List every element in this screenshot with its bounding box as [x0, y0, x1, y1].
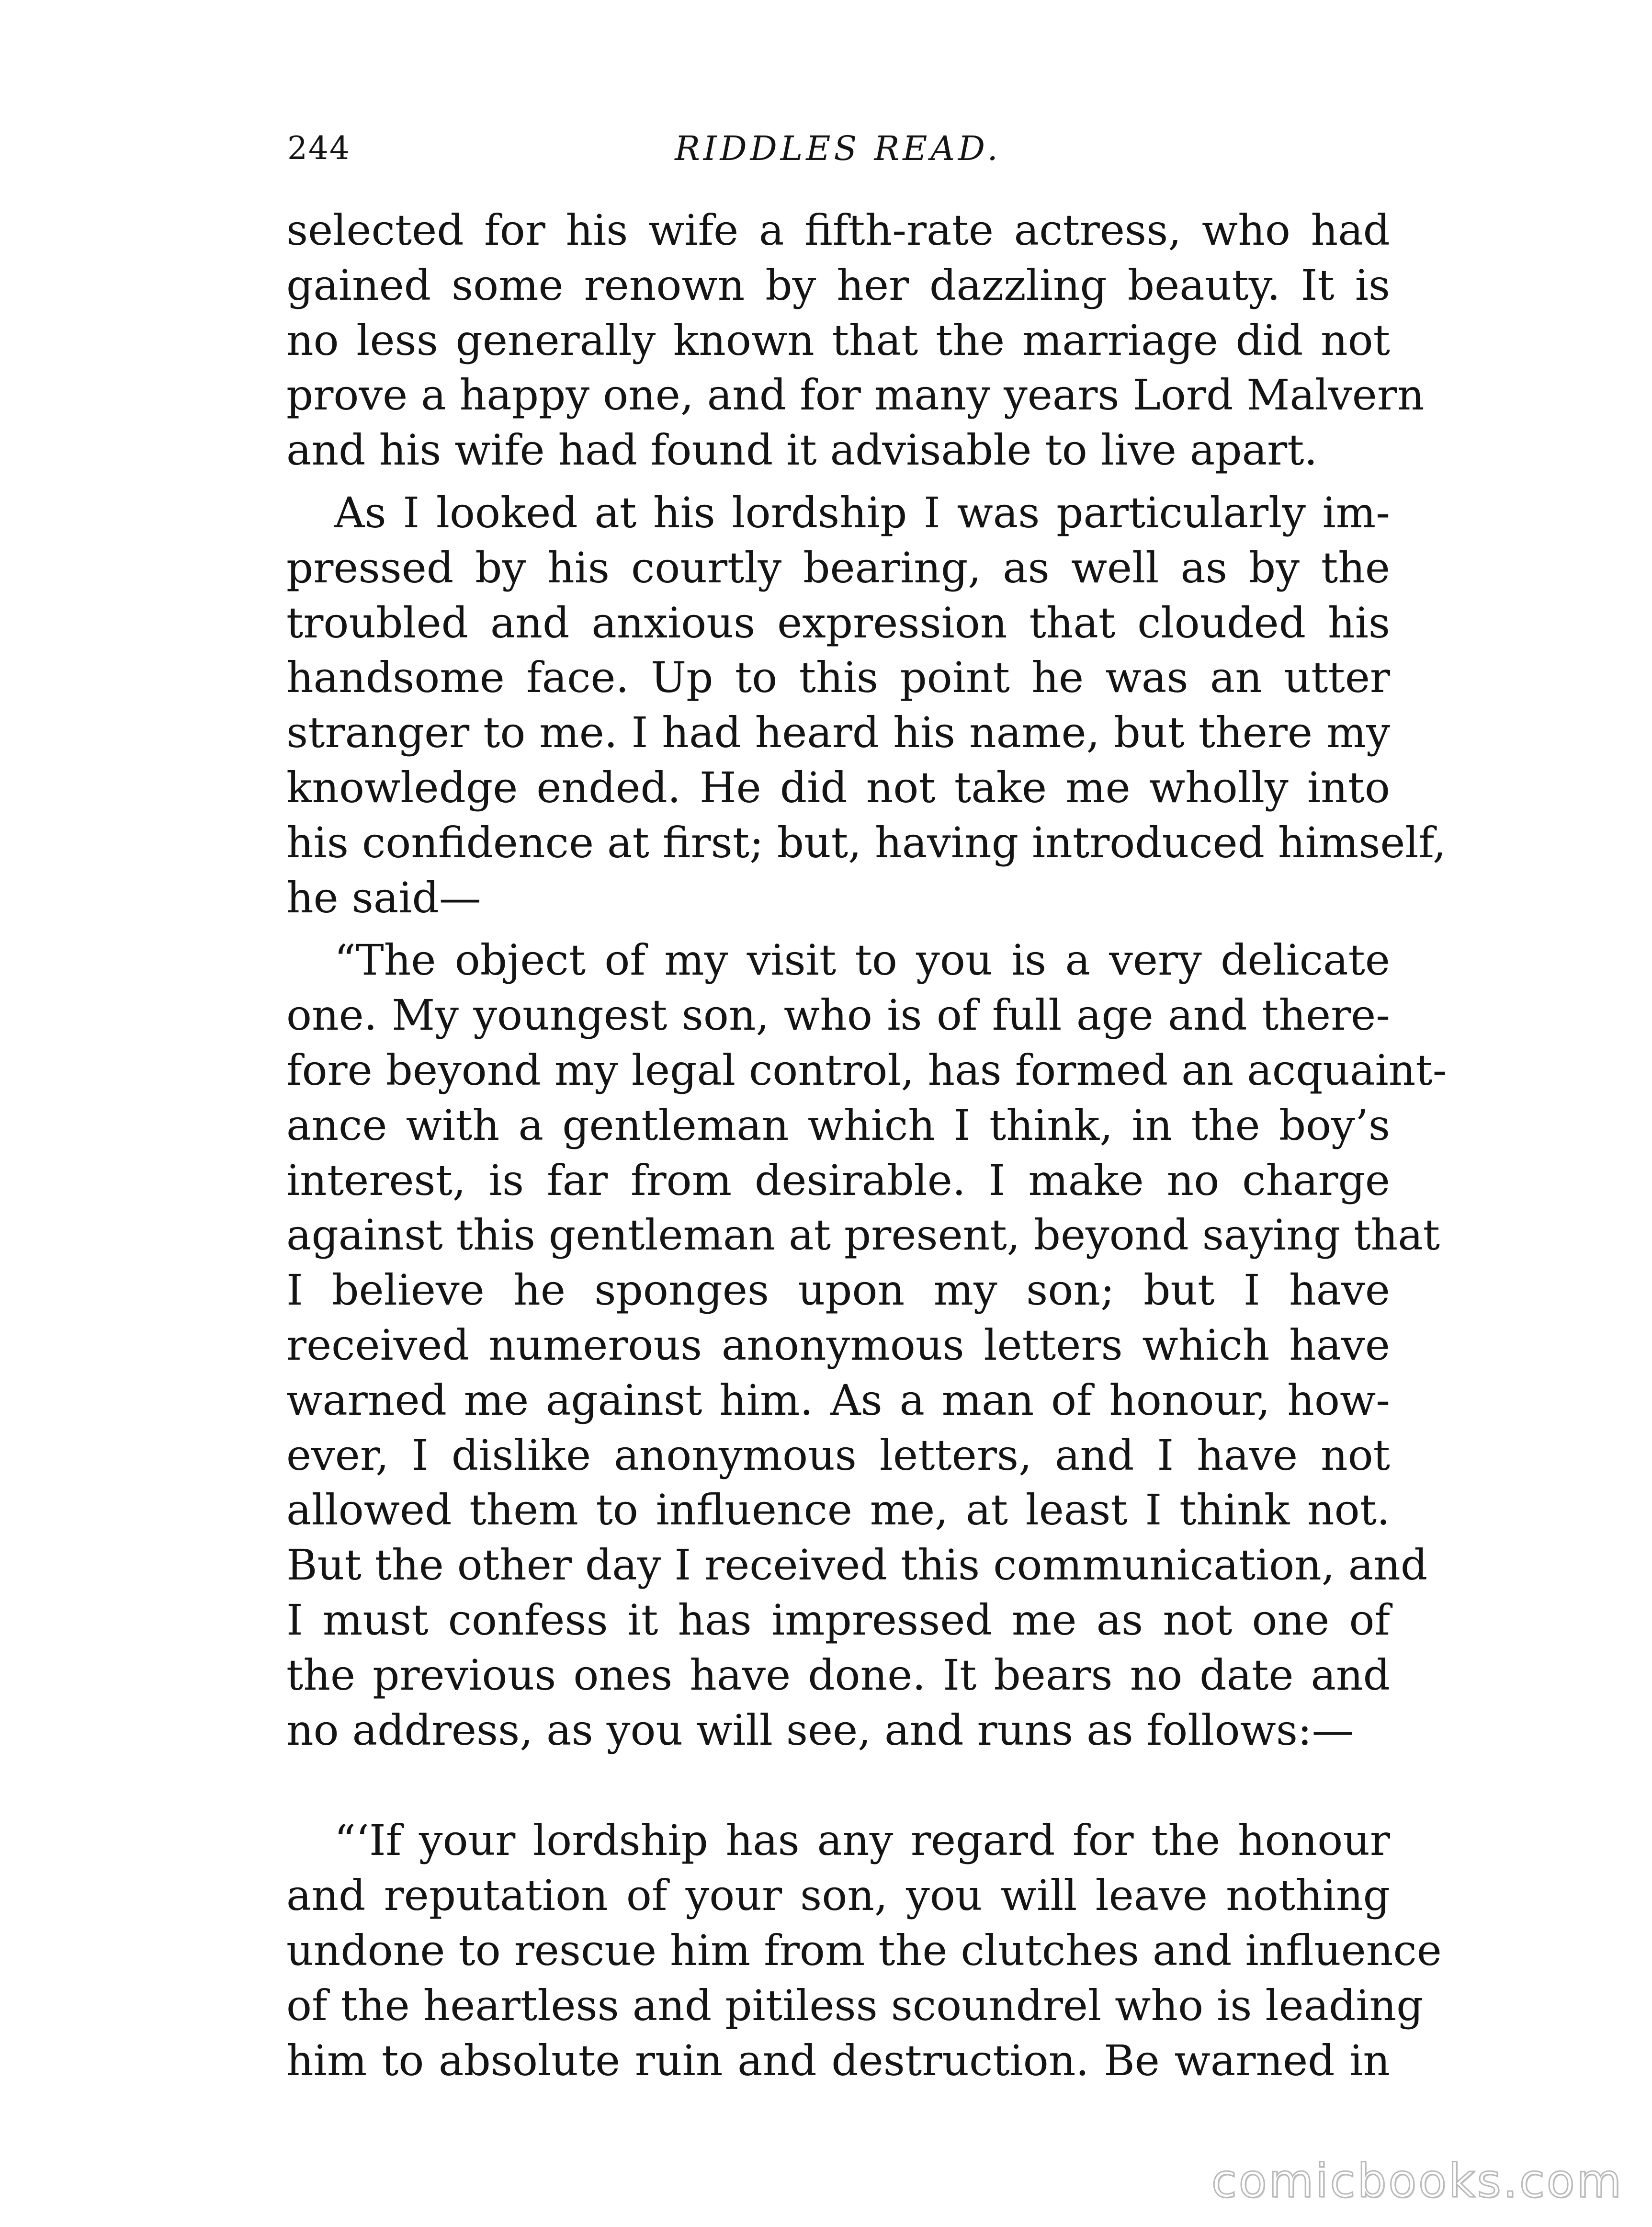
text-line: no address, as you will see, and runs as follows:— [286, 1705, 1354, 1755]
text-line: ever, I dislike anonymous letters, and I have not [286, 1430, 1390, 1480]
text-line: warned me against him. As a man of honour, how- [286, 1375, 1390, 1425]
text-line: of the heartless and pitiless scoundrel who is leading [286, 1980, 1424, 2030]
text-line: stranger to me. I had heard his name, but there my [286, 708, 1390, 758]
text-line: undone to rescue him from the clutches and influence [286, 1925, 1442, 1975]
text-line: I must confess it has impressed me as not one of [286, 1595, 1390, 1645]
text-line: received numerous anonymous letters which have [286, 1320, 1390, 1370]
text-line: “The object of my visit to you is a very delicate [334, 935, 1390, 985]
paragraph-gap [286, 925, 1390, 933]
text-line: and reputation of your son, you will leave nothing [286, 1871, 1390, 1920]
text-line: As I looked at his lordship I was particularly im- [334, 488, 1390, 537]
text-line: allowed them to influence me, at least I think not. [286, 1485, 1390, 1535]
page-header [287, 120, 1389, 177]
text-line: gained some renown by her dazzling beauty. It is [286, 260, 1390, 310]
text-line: him to absolute ruin and destruction. Be warned in [286, 2035, 1390, 2085]
paragraph-gap [286, 478, 1390, 486]
page-number: 244 [287, 130, 351, 167]
text-line: against this gentleman at present, beyond saying that [286, 1210, 1440, 1260]
text-line: no less generally known that the marriage did not [286, 315, 1390, 365]
paragraph-4-quoted-letter [286, 1813, 1442, 2088]
body-text [286, 203, 1447, 2088]
paragraph-3 [286, 933, 1447, 1758]
text-line: selected for his wife a fifth-rate actress, who had [286, 205, 1390, 255]
text-line: the previous ones have done. It bears no date and [286, 1650, 1390, 1700]
text-line: handsome face. Up to this point he was an utter [286, 653, 1390, 703]
text-line: one. My youngest son, who is of full age and there- [286, 990, 1390, 1040]
watermark: comicbooks.com [1211, 2154, 1623, 2208]
text-line: and his wife had found it advisable to live apart. [286, 425, 1318, 475]
text-line: fore beyond my legal control, has formed an acquaint- [286, 1045, 1447, 1095]
quote-gap [286, 1758, 1390, 1813]
text-line: his confidence at first; but, having introduced himself, [286, 818, 1446, 867]
text-line: troubled and anxious expression that clouded his [286, 598, 1390, 648]
running-title: RIDDLES READ. [675, 129, 1001, 168]
paragraph-2 [286, 486, 1446, 925]
paragraph-1 [286, 203, 1425, 478]
text-line: ance with a gentleman which I think, in the boy’s [286, 1100, 1390, 1150]
text-line: prove a happy one, and for many years Lord Malvern [286, 370, 1425, 420]
text-line: But the other day I received this communication, and [286, 1540, 1428, 1590]
text-line: he said— [286, 873, 481, 922]
text-line: pressed by his courtly bearing, as well as by the [286, 543, 1390, 592]
text-line: knowledge ended. He did not take me wholly into [286, 762, 1390, 812]
text-line: “‘If your lordship has any regard for the honour [334, 1816, 1390, 1865]
text-line: I believe he sponges upon my son; but I have [286, 1265, 1390, 1315]
text-line: interest, is far from desirable. I make no charge [286, 1155, 1390, 1205]
